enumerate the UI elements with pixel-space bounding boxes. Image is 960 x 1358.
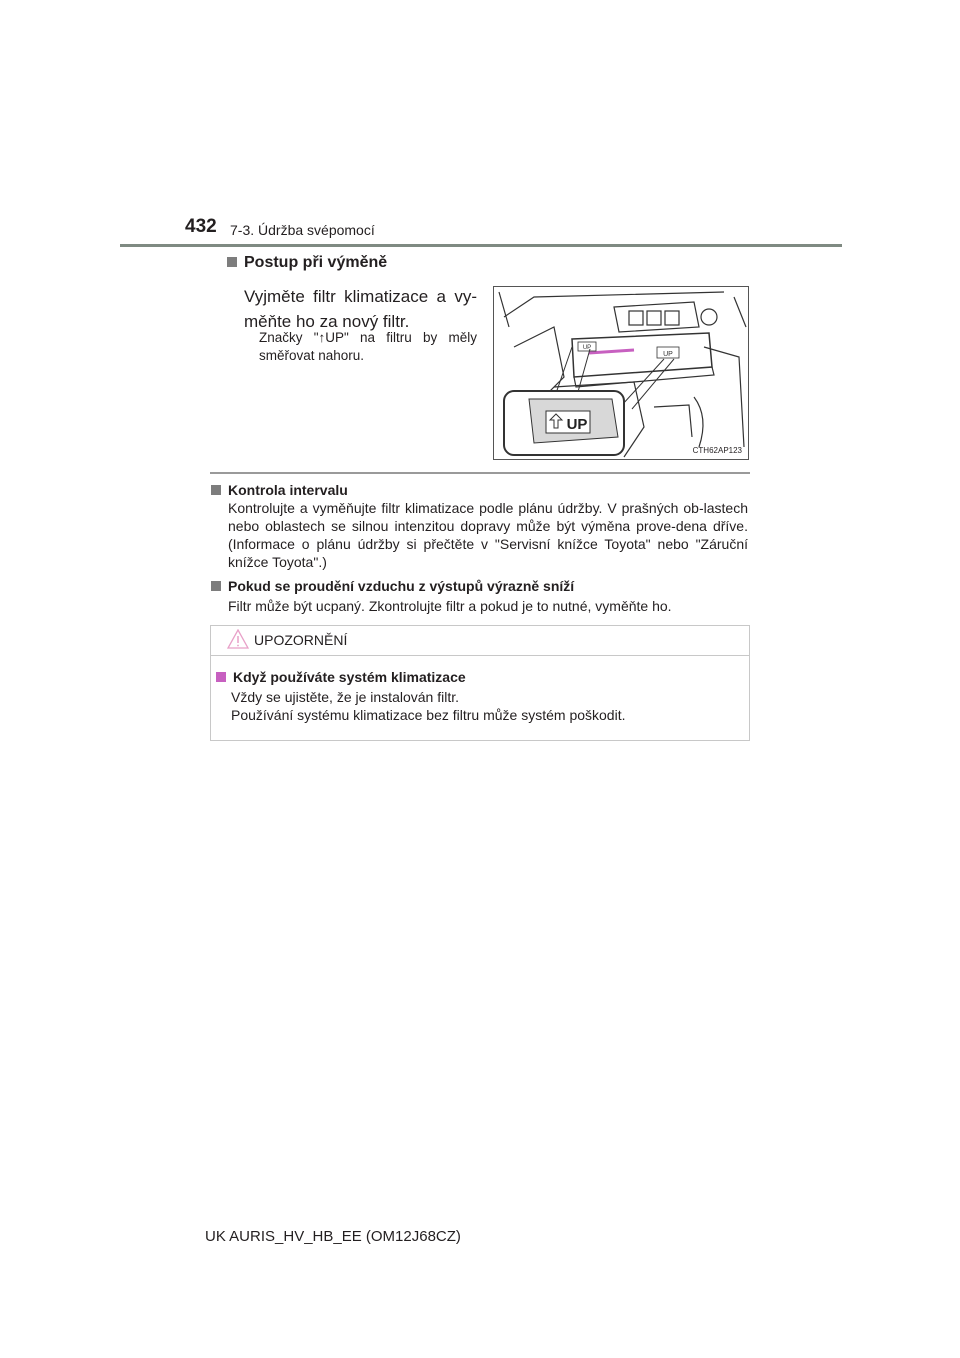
caution-header — [211, 626, 749, 656]
bullet-square-icon — [227, 257, 237, 267]
caution-heading-text: Když používáte systém klimatizace — [233, 669, 466, 685]
section-divider — [210, 472, 750, 474]
filter-up-label-large: UP — [566, 416, 588, 433]
note-heading-text: Pokud se proudění vzduchu z výstupů výrazně sníží — [228, 578, 575, 594]
caution-line: Vždy se ujistěte, že je instalován filtr. — [231, 689, 459, 705]
procedure-heading-text: Postup při výměně — [244, 254, 388, 271]
warning-triangle-icon — [227, 629, 249, 649]
filter-drawing — [494, 287, 748, 459]
note-body-interval: Kontrolujte a vyměňujte filtr klimatizace podle plánu údržby. V prašných ob-lastech nebo oblastech se silnou intenzitou dopravy může být výměna prove-dena dříve. (Informace o plánu údržby si přečtěte v "Servisní knížce Toyota" nebo "Záruční knížce Toyota".) — [228, 500, 748, 570]
section-title: 7-3. Údržba svépomocí — [230, 222, 375, 238]
procedure-step: Vyjměte filtr klimatizace a vy-měňte ho za nový filtr. — [244, 287, 477, 331]
page-number: 432 — [185, 216, 217, 237]
bullet-square-icon — [211, 485, 221, 495]
procedure-note: Značky "↑UP" na filtru by měly směřovat nahoru. — [259, 330, 477, 363]
note-heading-airflow — [211, 578, 574, 594]
filter-up-label-small-left: UP — [582, 345, 592, 351]
filter-up-label-small-right: UP — [663, 351, 673, 358]
figure-code: CTH62AP123 — [692, 446, 742, 455]
bullet-square-icon — [211, 581, 221, 591]
caution-heading — [216, 669, 466, 685]
note-body-airflow: Filtr může být ucpaný. Zkontrolujte filtr a pokud je to nutné, vyměňte ho. — [228, 598, 672, 614]
footer-model-code: UK AURIS_HV_HB_EE (OM12J68CZ) — [205, 1228, 461, 1245]
filter-illustration — [493, 286, 749, 460]
note-heading-interval — [211, 482, 348, 498]
header-divider — [120, 244, 842, 247]
caution-box — [210, 625, 750, 741]
procedure-heading — [227, 254, 387, 272]
bullet-square-icon — [216, 672, 226, 682]
caution-line: Používání systému klimatizace bez filtru může systém poškodit. — [231, 707, 626, 723]
caution-title: UPOZORNĚNÍ — [254, 632, 348, 648]
note-heading-text: Kontrola intervalu — [228, 482, 348, 498]
